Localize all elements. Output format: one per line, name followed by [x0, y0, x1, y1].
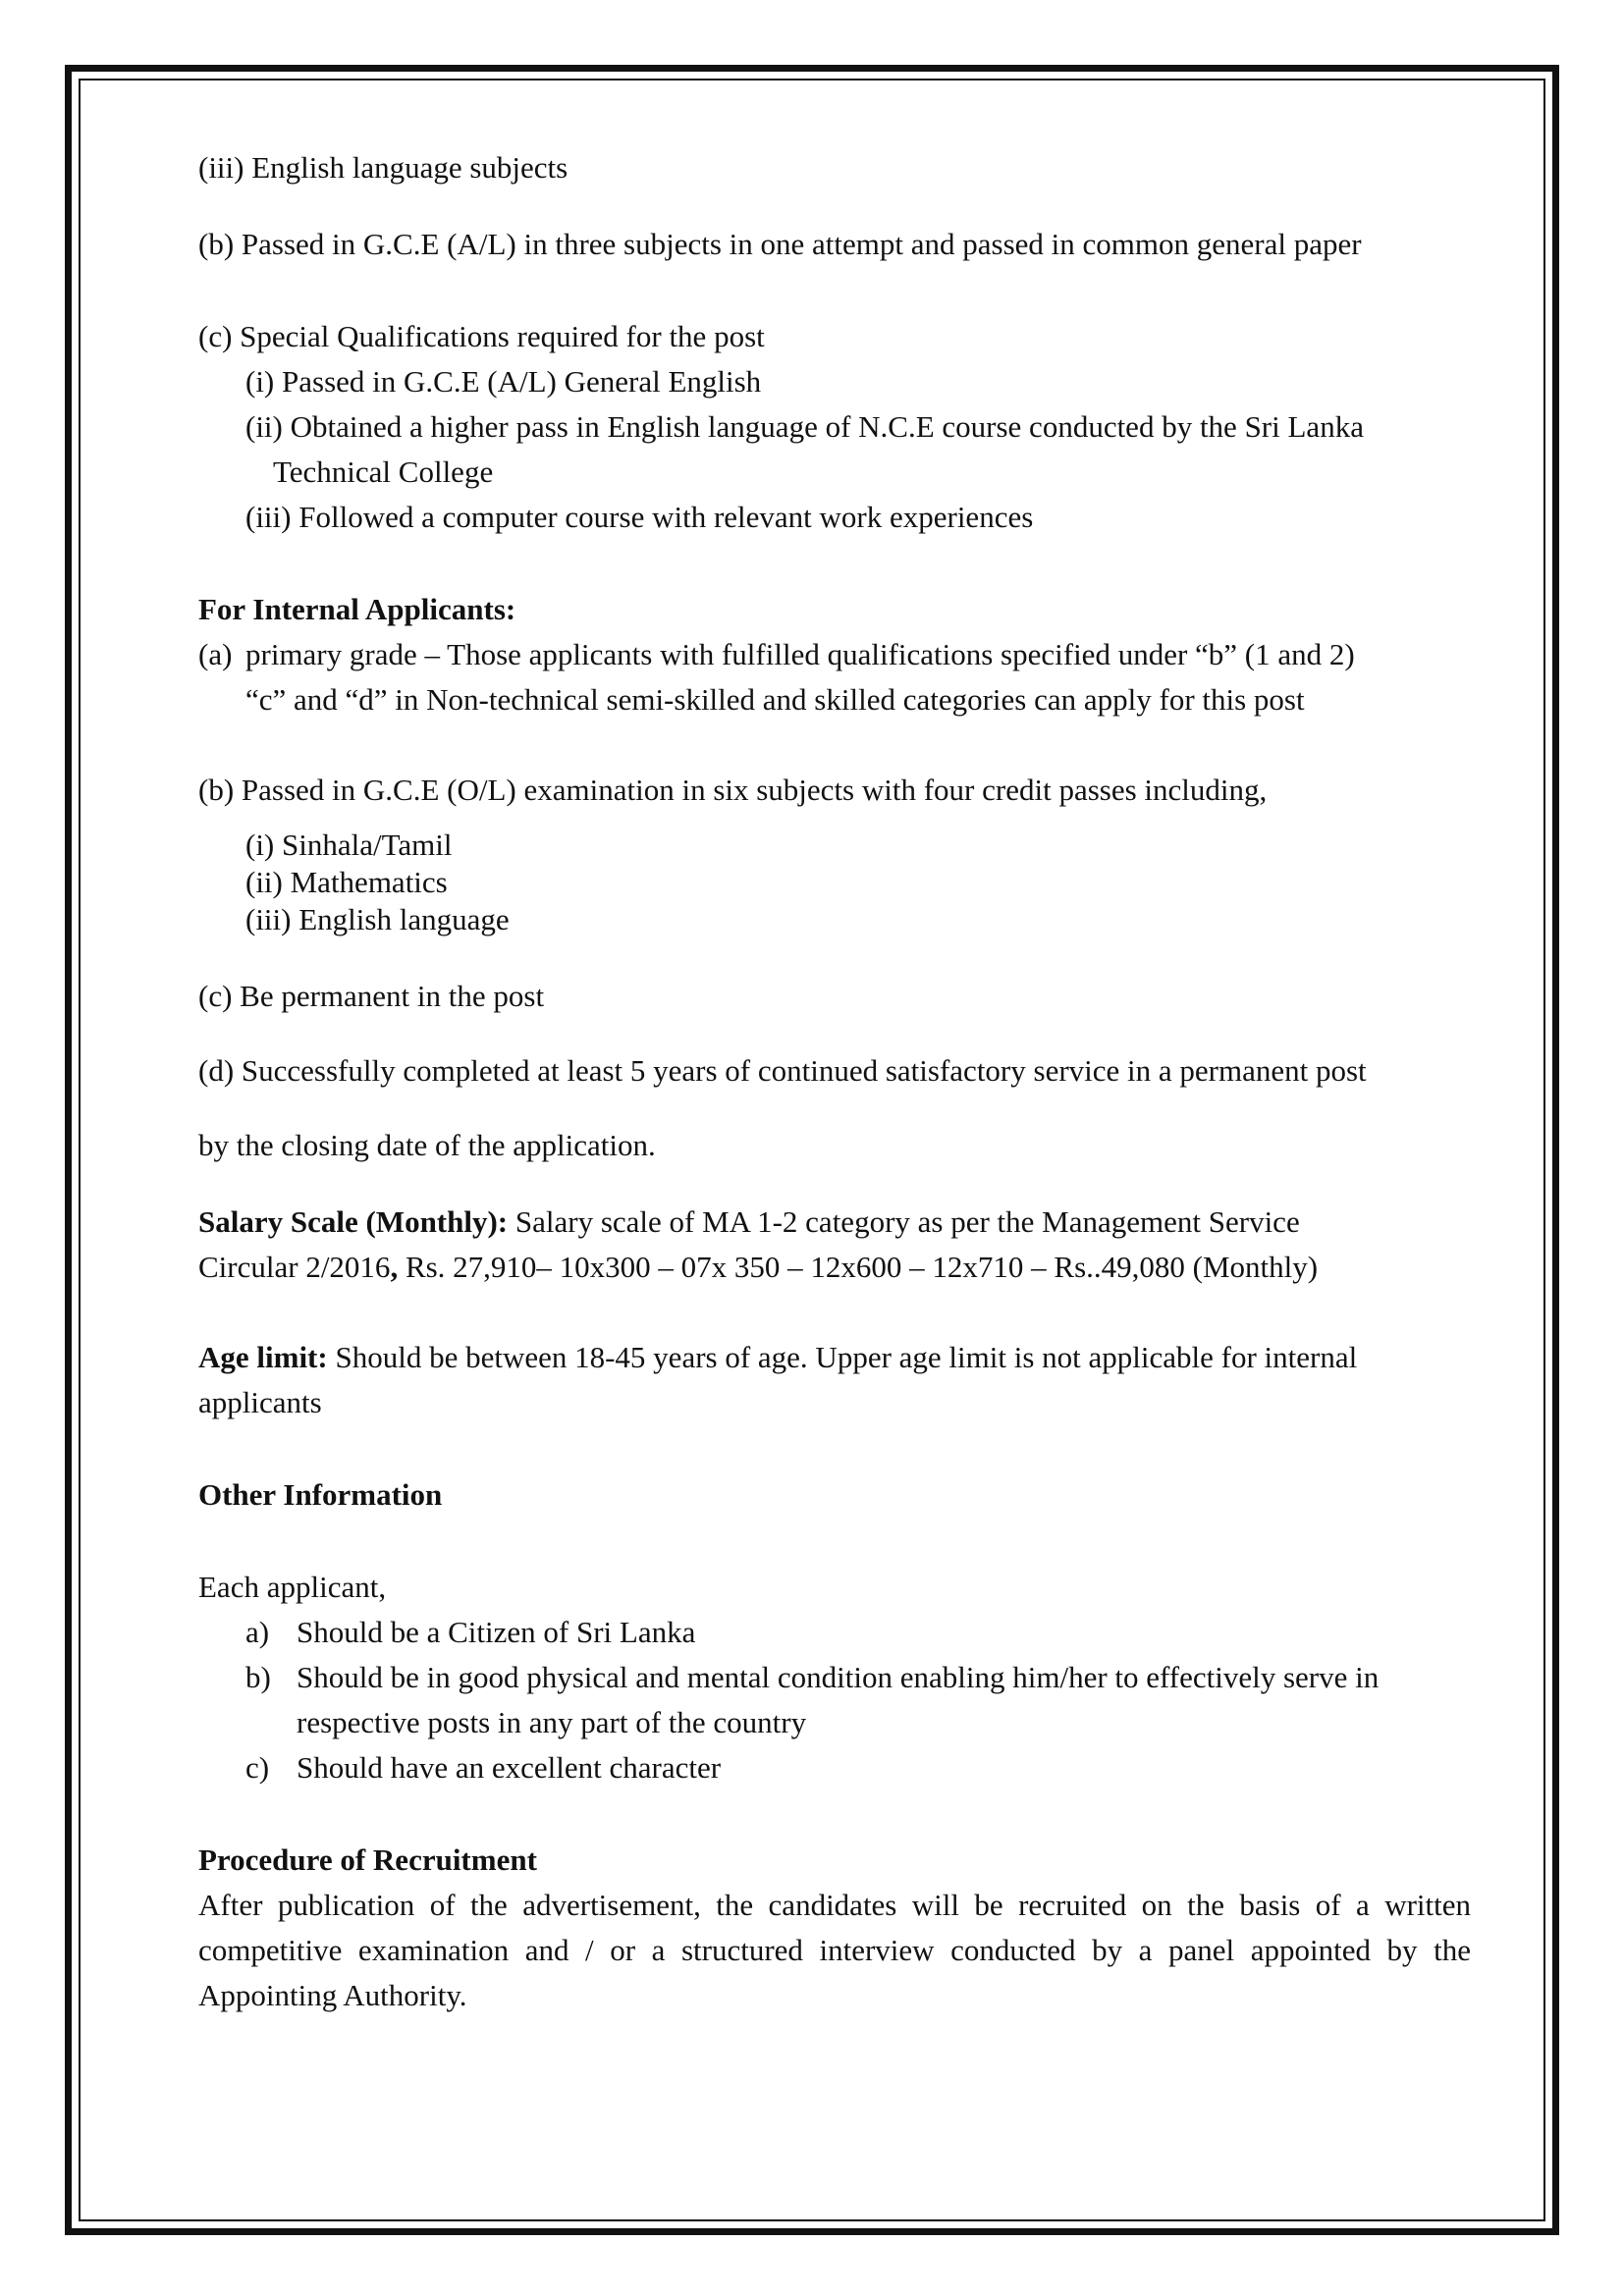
internal-a-line2: “c” and “d” in Non-technical semi-skilled and skilled categories can apply for this post [245, 682, 1305, 717]
internal-b-ii: (ii) Mathematics [245, 865, 448, 899]
internal-c: (c) Be permanent in the post [198, 979, 545, 1013]
eligibility-item-b: (b) Passed in G.C.E (A/L) in three subjects in one attempt and passed in common general paper [198, 227, 1362, 261]
internal-heading [198, 587, 515, 632]
age-line1 [198, 1335, 1357, 1380]
other-item-c-text: Should have an excellent character [297, 1750, 722, 1785]
eligibility-item-c-i: (i) Passed in G.C.E (A/L) General English [245, 364, 762, 399]
salary-text: Salary scale of MA 1-2 category as per the Management Service [508, 1204, 1300, 1239]
age-text: Should be between 18-45 years of age. Upper age limit is not applicable for internal [327, 1340, 1358, 1374]
other-item-a-label: a) [245, 1615, 270, 1649]
other-heading-text: Other Information [198, 1477, 443, 1512]
procedure-line2: competitive examination and / or a structured interview conducted by a panel appointed by the [198, 1933, 1471, 1967]
salary-line2 [198, 1245, 1318, 1290]
salary-circular: Circular 2/2016 [198, 1250, 391, 1284]
other-intro: Each applicant, [198, 1570, 387, 1604]
procedure-heading-text: Procedure of Recruitment [198, 1842, 537, 1877]
salary-line1 [198, 1200, 1300, 1245]
eligibility-item-c-ii: (ii) Obtained a higher pass in English language of N.C.E course conducted by the Sri Lanka [245, 409, 1364, 444]
age-line2: applicants [198, 1385, 322, 1419]
procedure-line1: After publication of the advertisement, the candidates will be recruited on the basis of a written [198, 1888, 1471, 1922]
other-item-b-text: Should be in good physical and mental condition enabling him/her to effectively serve in [297, 1660, 1380, 1694]
internal-b-i: (i) Sinhala/Tamil [245, 828, 453, 862]
other-item-b-text-cont: respective posts in any part of the country [297, 1705, 807, 1739]
procedure-line3: Appointing Authority. [198, 1978, 467, 2012]
procedure-heading [198, 1838, 537, 1883]
other-heading [198, 1472, 442, 1518]
other-item-b-label: b) [245, 1660, 271, 1694]
eligibility-item-c-iii: (iii) Followed a computer course with relevant work experiences [245, 500, 1034, 534]
salary-label: Salary Scale (Monthly): [198, 1204, 509, 1239]
internal-d-cont: by the closing date of the application. [198, 1128, 656, 1162]
age-label: Age limit: [198, 1340, 328, 1374]
internal-d: (d) Successfully completed at least 5 years of continued satisfactory service in a permanent post [198, 1053, 1367, 1088]
internal-heading-text: For Internal Applicants: [198, 592, 516, 626]
internal-b-iii: (iii) English language [245, 902, 510, 936]
salary-comma: , [390, 1250, 399, 1284]
salary-scale: Rs. 27,910– 10x300 – 07x 350 – 12x600 – 12x710 – Rs..49,080 (Monthly) [398, 1250, 1319, 1284]
eligibility-item-c-ii-cont: Technical College [273, 454, 494, 489]
other-item-c-label: c) [245, 1750, 270, 1785]
internal-a-label: (a) [198, 637, 233, 671]
internal-a-line1: primary grade – Those applicants with fulfilled qualifications specified under “b” (1 and 2) [245, 637, 1355, 671]
eligibility-item-c: (c) Special Qualifications required for the post [198, 319, 765, 353]
other-item-a-text: Should be a Citizen of Sri Lanka [297, 1615, 696, 1649]
eligibility-item-iii: (iii) English language subjects [198, 150, 568, 185]
internal-b: (b) Passed in G.C.E (O/L) examination in six subjects with four credit passes including, [198, 773, 1268, 807]
